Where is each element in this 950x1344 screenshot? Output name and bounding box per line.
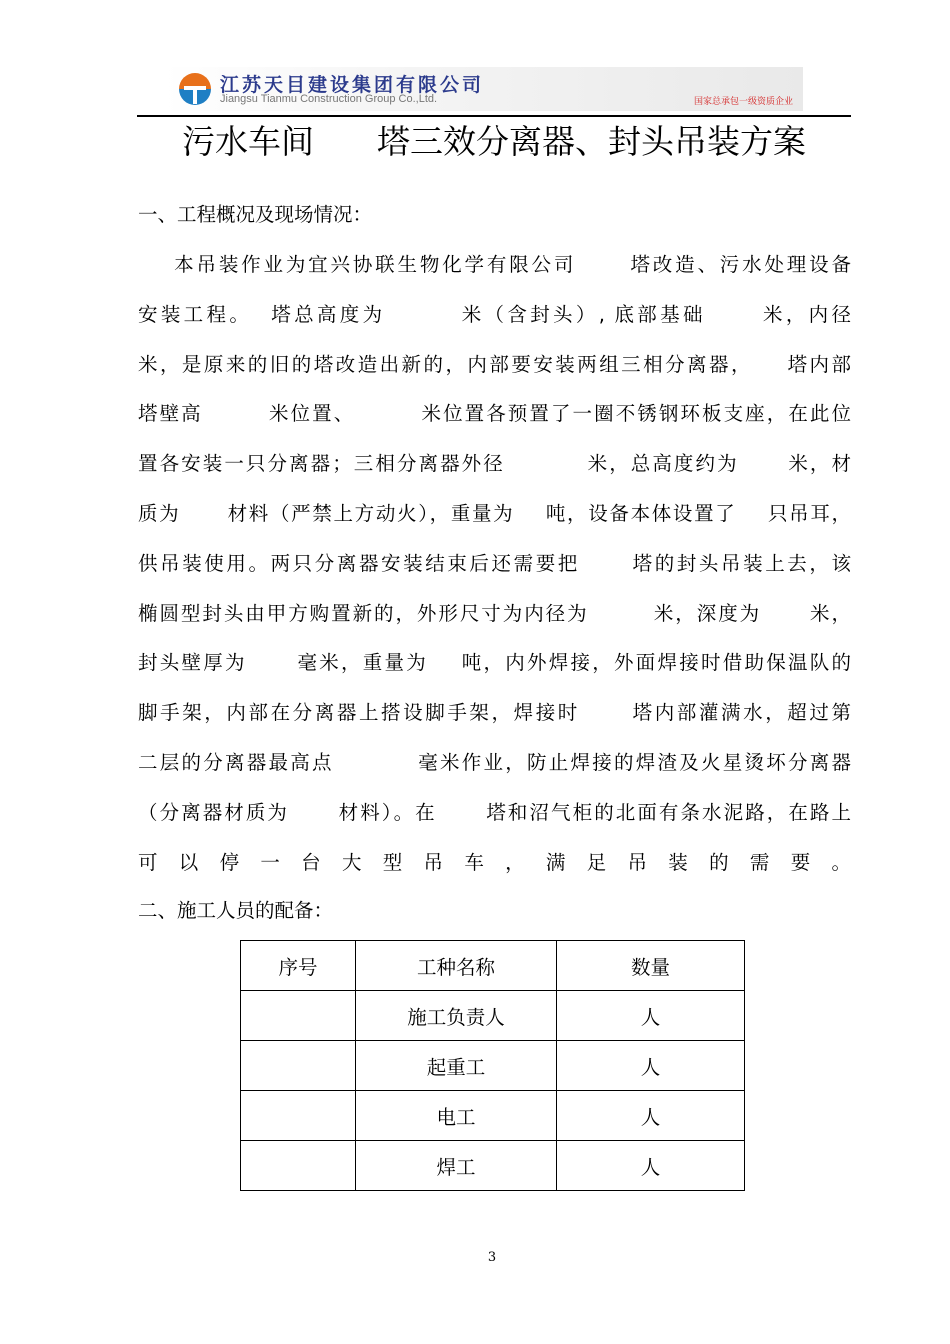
qualification-slogan: 国家总承包一级资质企业 <box>694 97 794 107</box>
table-cell-quantity: 人 <box>557 1091 745 1141</box>
company-name-cn: 江苏天目建设集团有限公司 <box>220 74 485 96</box>
body-line: 脚手架，内部在分离器上搭设脚手架，焊接时 塔内部灌满水，超过第 <box>138 701 851 725</box>
table-cell-trade: 施工负责人 <box>356 991 557 1041</box>
table-cell-quantity: 人 <box>557 1141 745 1191</box>
table-cell-index <box>241 1141 356 1191</box>
staff-table <box>240 940 745 1191</box>
body-line: 供吊装使用。两只分离器安装结束后还需要把 塔的封头吊装上去，该 <box>138 551 851 575</box>
body-line: 封头壁厚为 毫米，重量为 吨，内外焊接，外面焊接时借助保温队的 <box>138 651 851 675</box>
table-row <box>241 991 745 1041</box>
table-cell-quantity: 人 <box>557 991 745 1041</box>
body-line: 质为 材料（严禁上方动火），重量为 吨，设备本体设置了 只吊耳， <box>138 501 851 525</box>
table-header-row <box>241 941 745 991</box>
table-cell-trade: 焊工 <box>356 1141 557 1191</box>
page-number: 3 <box>487 1250 497 1265</box>
body-line: 二层的分离器最高点 毫米作业，防止焊接的焊渣及火星烫坏分离器 <box>138 750 851 774</box>
body-line: 可以停一台大型吊车，满足吊装的需要。 <box>138 850 851 874</box>
body-line: 置各安装一只分离器；三相分离器外径 米，总高度约为 米，材 <box>138 452 851 476</box>
company-name-en: Jiangsu Tianmu Construction Group Co.,Ltd. <box>220 93 438 105</box>
table-cell-quantity: 人 <box>557 1041 745 1091</box>
header-divider <box>137 115 851 117</box>
company-logo-icon <box>176 70 214 108</box>
body-line: （分离器材质为 材料）。在 塔和沼气柜的北面有条水泥路，在路上 <box>138 800 851 824</box>
document-title: 污水车间 塔三效分离器、封头吊装方案 <box>182 122 806 161</box>
body-line: 米，是原来的旧的塔改造出新的，内部要安装两组三相分离器， 塔内部 <box>138 352 851 376</box>
table-row <box>241 1091 745 1141</box>
table-cell-trade: 电工 <box>356 1091 557 1141</box>
table-cell-index <box>241 1091 356 1141</box>
body-line: 椭圆型封头由甲方购置新的，外形尺寸为内径为 米，深度为 米， <box>138 601 851 625</box>
column-header-trade: 工种名称 <box>356 941 557 991</box>
body-line: 塔壁高 米位置、 米位置各预置了一圈不锈钢环板支座，在此位 <box>138 402 851 426</box>
table-row <box>241 1041 745 1091</box>
table-cell-trade: 起重工 <box>356 1041 557 1091</box>
table-cell-index <box>241 991 356 1041</box>
section-2-heading: 二、施工人员的配备： <box>138 899 334 922</box>
table-row <box>241 1141 745 1191</box>
column-header-index: 序号 <box>241 941 356 991</box>
section-1-heading: 一、工程概况及现场情况： <box>138 203 373 226</box>
section-1-body <box>138 240 851 887</box>
body-line: 本吊装作业为宜兴协联生物化学有限公司 塔改造、污水处理设备 <box>138 253 851 276</box>
column-header-quantity: 数量 <box>557 941 745 991</box>
table-cell-index <box>241 1041 356 1091</box>
body-line: 安装工程。 塔总高度为 米（含封头）, 底部基础 米，内径 <box>138 302 851 326</box>
